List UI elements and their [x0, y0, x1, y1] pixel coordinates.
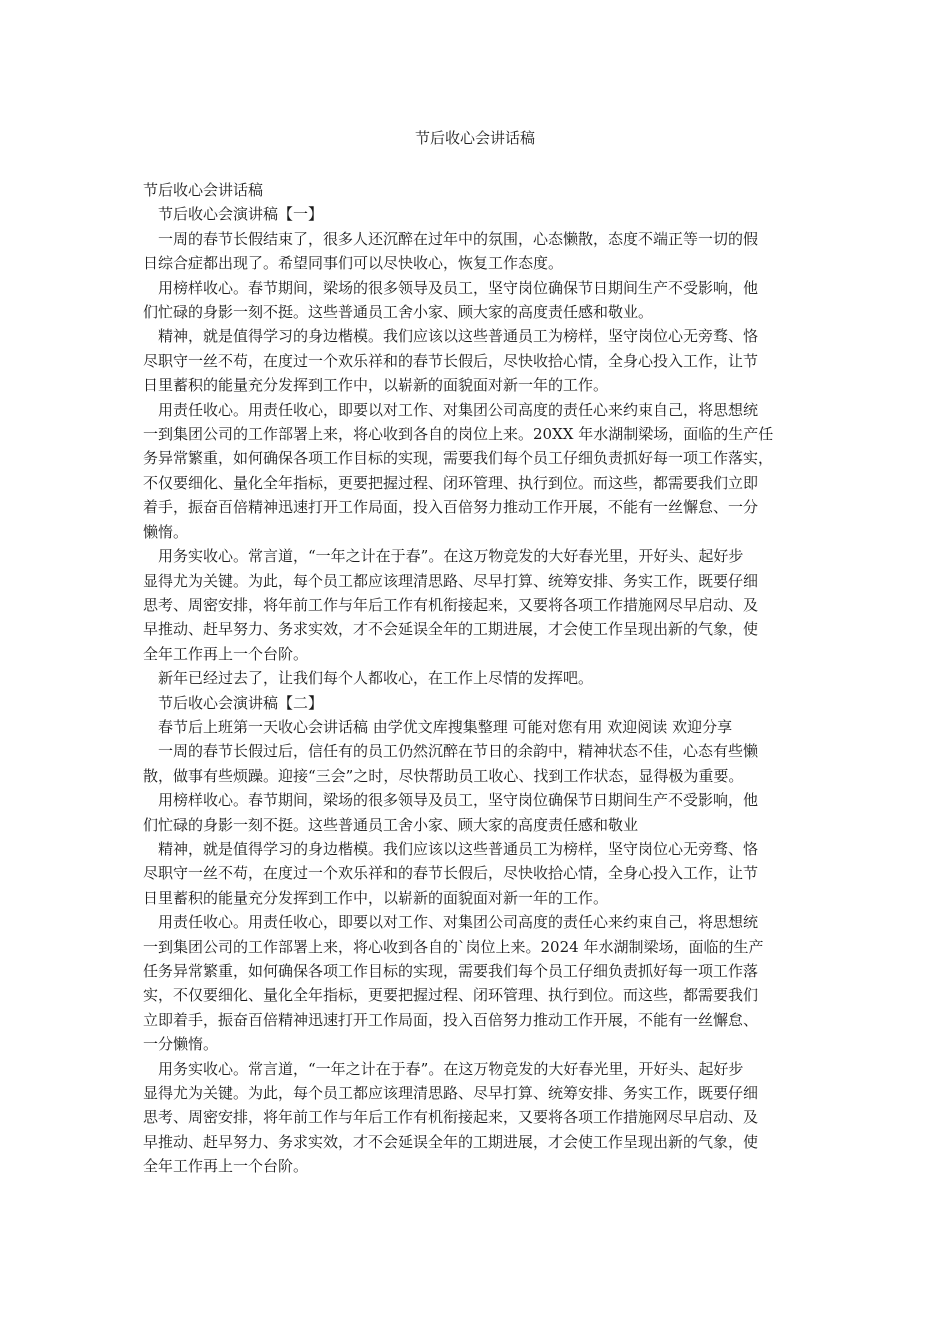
paragraph-line: 早推动、赶早努力、务求实效，才不会延误全年的工期进展，才会使工作呈现出新的气象，使 — [143, 1132, 759, 1151]
paragraph-line: 早推动、赶早努力、务求实效，才不会延误全年的工期进展，才会使工作呈现出新的气象，使 — [143, 620, 759, 639]
paragraph-line: 日里蓄积的能量充分发挥到工作中，以崭新的面貌面对新一年的工作。 — [143, 376, 609, 395]
paragraph-line: 显得尤为关键。为此，每个员工都应该理清思路、尽早打算、统筹安排、务实工作，既要仔细 — [143, 571, 759, 590]
paragraph-line: 一分懒惰。 — [143, 1035, 219, 1054]
paragraph-line: 散，做事有些烦躁。迎接“三会”之时，尽快帮助员工收心、找到工作状态，显得极为重要。 — [143, 766, 744, 785]
paragraph-line: 一周的春节长假结束了，很多人还沉醉在过年中的氛围，心态懒散，态度不端正等一切的假 — [158, 229, 759, 248]
paragraph-line: 用责任收心。用责任收心，即要以对工作、对集团公司高度的责任心来约束自己，将思想统 — [158, 400, 759, 419]
paragraph-line: 尽职守一丝不苟，在度过一个欢乐祥和的春节长假后，尽快收拾心情，全身心投入工作，让节 — [143, 351, 759, 370]
paragraph-line: 用责任收心。用责任收心，即要以对工作、对集团公司高度的责任心来约束自己，将思想统 — [158, 913, 759, 932]
paragraph-line: 节后收心会演讲稿【一】 — [158, 205, 324, 224]
paragraph — [143, 715, 811, 739]
paragraph-line: 一到集团公司的工作部署上来，将心收到各自的`岗位上来。2024 年水湖制梁场，面临的生产 — [143, 937, 764, 956]
paragraph-line: 全年工作再上一个台阶。 — [143, 644, 309, 663]
paragraph-line: 们忙碌的身影一刻不挺。这些普通员工舍小家、顾大家的高度责任感和敬业。 — [143, 303, 654, 322]
paragraph-line: 用榜样收心。春节期间，梁场的很多领导及员工，坚守岗位确保节日期间生产不受影响，他 — [158, 791, 759, 810]
paragraph-line: 用务实收心。常言道，“一年之计在于春”。在这万物竞发的大好春光里，开好头、起好步 — [158, 547, 744, 566]
paragraph — [143, 178, 811, 202]
paragraph-line: 用榜样收心。春节期间，梁场的很多领导及员工，坚守岗位确保节日期间生产不受影响，他 — [158, 278, 759, 297]
paragraph-line: 日里蓄积的能量充分发挥到工作中，以崭新的面貌面对新一年的工作。 — [143, 888, 609, 907]
paragraph-line: 尽职守一丝不苟，在度过一个欢乐祥和的春节长假后，尽快收拾心情，全身心投入工作，让节 — [143, 864, 759, 883]
paragraph — [143, 739, 811, 788]
paragraph-line: 用务实收心。常言道，“一年之计在于春”。在这万物竞发的大好春光里，开好头、起好步 — [158, 1059, 744, 1078]
paragraph-line: 精神，就是值得学习的身边楷模。我们应该以这些普通员工为榜样，坚守岗位心无旁骛、恪 — [158, 839, 759, 858]
paragraph — [143, 691, 811, 715]
paragraph-line: 实，不仅要细化、量化全年指标，更要把握过程、闭环管理、执行到位。而这些，都需要我们 — [143, 986, 759, 1005]
paragraph-line: 精神，就是值得学习的身边楷模。我们应该以这些普通员工为榜样，坚守岗位心无旁骛、恪 — [158, 327, 759, 346]
paragraph-line: 节后收心会讲话稿 — [143, 181, 264, 199]
paragraph-line: 不仅要细化、量化全年指标，更要把握过程、闭环管理、执行到位。而这些，都需要我们立即 — [143, 473, 759, 492]
paragraph-line: 全年工作再上一个台阶。 — [143, 1157, 309, 1176]
paragraph-line: 务异常繁重，如何确保各项工作目标的实现，需要我们每个员工仔细负责抓好每一项工作落实， — [143, 449, 774, 468]
document-body — [143, 178, 811, 1179]
paragraph — [143, 276, 811, 325]
paragraph-line: 懒惰。 — [143, 522, 189, 541]
paragraph-line: 思考、周密安排，将年前工作与年后工作有机衔接起来，又要将各项工作措施网尽早启动、及 — [143, 1108, 759, 1127]
paragraph-line: 节后收心会演讲稿【二】 — [158, 693, 324, 712]
paragraph-line: 日综合症都出现了。希望同事们可以尽快收心，恢复工作态度。 — [143, 254, 564, 273]
paragraph-line: 着手，振奋百倍精神迅速打开工作局面，投入百倍努力推动工作开展，不能有一丝懈怠、一分 — [143, 498, 759, 517]
paragraph-line: 们忙碌的身影一刻不挺。这些普通员工舍小家、顾大家的高度责任感和敬业 — [143, 815, 639, 834]
paragraph-line: 显得尤为关键。为此，每个员工都应该理清思路、尽早打算、统筹安排、务实工作，既要仔细 — [143, 1084, 759, 1103]
document-title: 节后收心会讲话稿 — [414, 129, 535, 147]
paragraph — [143, 837, 811, 910]
paragraph — [143, 788, 811, 837]
paragraph-line: 一周的春节长假过后，信任有的员工仍然沉醉在节日的余韵中，精神状态不佳，心态有些懒 — [158, 742, 759, 761]
paragraph-line: 春节后上班第一天收心会讲话稿 由学优文库搜集整理 可能对您有用 欢迎阅读 欢迎分享 — [158, 717, 733, 736]
paragraph-line: 一到集团公司的工作部署上来，将心收到各自的岗位上来。20XX 年水湖制梁场，面临的生产任 — [143, 425, 774, 444]
paragraph — [143, 1057, 811, 1179]
paragraph — [143, 227, 811, 276]
paragraph-line: 任务异常繁重，如何确保各项工作目标的实现，需要我们每个员工仔细负责抓好每一项工作落 — [143, 962, 759, 980]
paragraph — [143, 398, 811, 544]
paragraph — [143, 666, 811, 690]
paragraph-line: 新年已经过去了，让我们每个人都收心，在工作上尽情的发挥吧。 — [158, 669, 594, 688]
paragraph — [143, 910, 811, 1056]
paragraph — [143, 544, 811, 666]
paragraph — [143, 202, 811, 226]
paragraph-line: 思考、周密安排，将年前工作与年后工作有机衔接起来，又要将各项工作措施网尽早启动、及 — [143, 595, 759, 614]
paragraph-line: 立即着手，振奋百倍精神迅速打开工作局面，投入百倍努力推动工作开展，不能有一丝懈怠、 — [143, 1010, 759, 1029]
paragraph — [143, 324, 811, 397]
